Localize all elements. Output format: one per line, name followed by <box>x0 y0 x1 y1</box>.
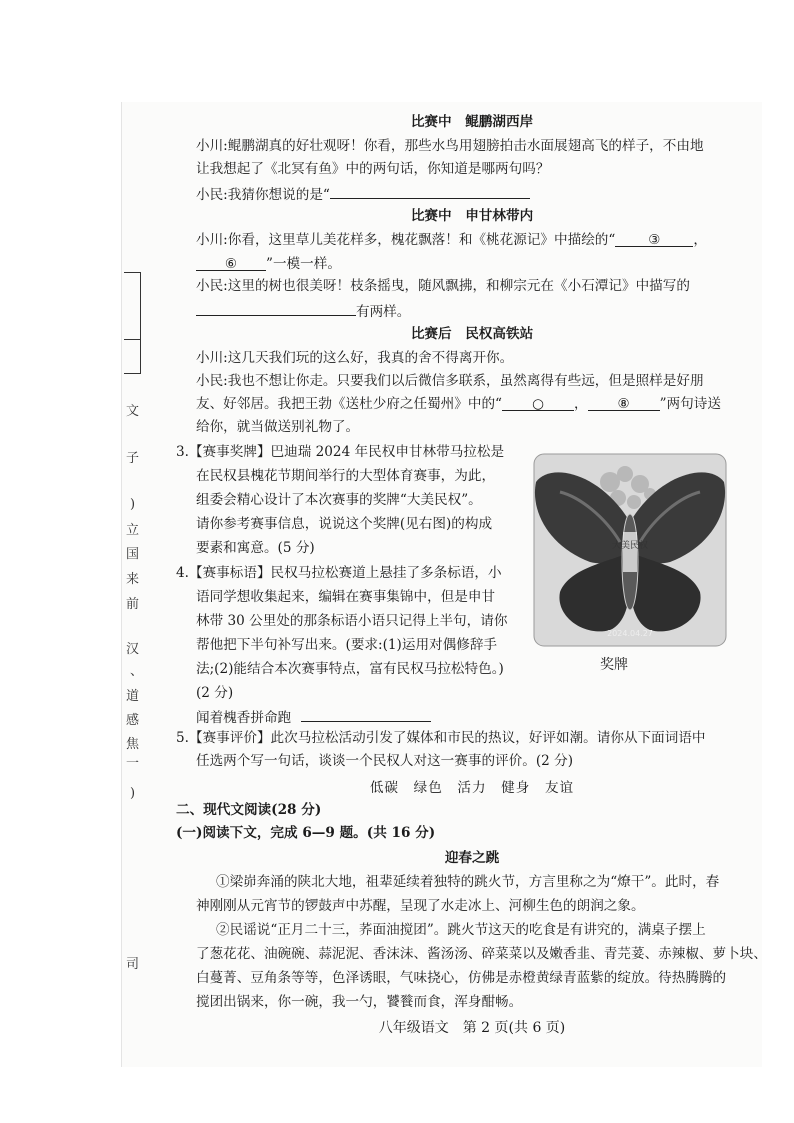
q3-line4: 请你参考赛事信息，说说这个奖牌(见右图)的构成 <box>196 516 493 532</box>
q3-line3: 组委会精心设计了本次赛事的奖牌“大美民权”。 <box>196 492 482 508</box>
margin-char: 国 <box>126 547 140 562</box>
slogan-first-half: 闻着槐香拼命跑 <box>196 710 292 726</box>
medal-ribbon-text: 大美民权 <box>611 541 649 551</box>
q3-line2: 在民权县槐花节期间举行的大型体育赛事，为此， <box>196 468 496 484</box>
margin-char: 焦 <box>126 737 140 752</box>
q3-line1: 3.【赛事奖牌】巴迪瑞 2024 年民权申甘林带马拉松是 <box>176 444 505 460</box>
margin-char: 前 <box>126 597 140 612</box>
margin-char: 立 <box>126 523 140 538</box>
scene1-xiaochuan-1: 小川:鲲鹏湖真的好壮观呀！你看，那些水鸟用翅膀拍击水面展翅高飞的样子，不由地 <box>196 138 704 154</box>
scene3-xiaomin-3: 给你，就当做送别礼物了。 <box>196 419 360 435</box>
part2-subtitle: (一)阅读下文，完成 6—9 题。(共 16 分) <box>176 825 436 841</box>
part2-title: 二、现代文阅读(28 分) <box>176 802 322 818</box>
scene2-xiaochuan-1 <box>196 230 707 250</box>
page-footer: 八年级语文 第 2 页(共 6 页) <box>378 1020 566 1036</box>
scene3-xiaochuan: 小川:这几天我们玩的这么好，我真的舍不得离开你。 <box>196 350 514 366</box>
q4-line1: 4.【赛事标语】民权马拉松赛道上悬挂了多条标语，小 <box>176 565 502 581</box>
article-p2-line3: 白蔓菁、豆角条等等，色泽诱眼，气味挠心，仿佛是赤橙黄绿青蓝紫的绽放。待热腾腾的 <box>196 970 727 986</box>
article-p1-line2: 神刚刚从元宵节的锣鼓声中苏醒，呈现了水走冰上、河柳生色的朗润之象。 <box>196 898 645 914</box>
scene2-xiaochuan-suffix: ”一模一样。 <box>266 256 341 272</box>
q4-line4: 帮他把下半句补写出来。(要求:(1)运用对偶修辞手 <box>196 637 498 653</box>
article-title: 迎春之跳 <box>444 850 500 866</box>
margin-char: 、 <box>130 664 144 679</box>
answer-blank-6[interactable]: ⑥ <box>196 254 266 271</box>
scene2-xiaomin-suffix: 有两样。 <box>356 304 411 320</box>
medal-date: 2024.04.27 <box>607 629 653 638</box>
scene2-xiaomin-2 <box>196 299 410 322</box>
answer-blank-c[interactable]: ○ <box>502 394 574 411</box>
answer-blank-7[interactable] <box>196 299 356 316</box>
medal-image <box>530 452 730 648</box>
q5-line2: 任选两个写一句话，谈谈一个民权人对这一赛事的评价。(2 分) <box>196 753 574 769</box>
article-p1-line1: ①梁峁奔涌的陕北大地，祖辈延续着独特的跳火节，方言里称之为“燎干”。此时，春 <box>216 874 720 890</box>
q4-slogan <box>196 705 431 728</box>
q5-word-options: 低碳 绿色 活力 健身 友谊 <box>369 780 575 796</box>
scene3-xiaomin-1: 小民:我也不想让你走。只要我们以后微信多联系，虽然离得有些远，但是照样是好朋 <box>196 373 704 389</box>
article-p2-line2: 了葱花花、油碗碗、蒜泥泥、香沫沫、酱汤汤、碎菜菜以及嫩香韭、青芫荽、赤辣椒、萝卜块、 <box>196 946 767 962</box>
scene1-xiaomin-text: 小民:我猜你想说的是“ <box>196 187 330 203</box>
scene2-xiaochuan-2 <box>196 254 341 274</box>
scene2-heading: 比赛中 申甘林带内 <box>410 208 534 224</box>
scene1-xiaochuan-2: 让我想起了《北冥有鱼》中的两句话，你知道是哪两句吗？ <box>196 161 550 177</box>
margin-char: 感 <box>126 713 140 728</box>
q5-line1: 5.【赛事评价】此次马拉松活动引发了媒体和市民的热议，好评如潮。请你从下面词语中 <box>176 730 706 746</box>
margin-char: 一 <box>126 756 140 771</box>
article-p2-line4: 搅团出锅来，你一碗，我一勺，饕餮而食，浑身酣畅。 <box>196 994 523 1010</box>
margin-char: ) <box>130 786 136 801</box>
margin-char: 汉 <box>126 642 140 657</box>
article-p2-line1: ②民谣说“正月二十三，荞面油搅团”。跳火节这天的吃食是有讲究的，满桌子摆上 <box>216 922 706 938</box>
answer-blank-8[interactable]: ⑧ <box>588 394 660 411</box>
medal-caption: 奖牌 <box>600 657 628 673</box>
q4-line3: 林带 30 公里处的那条标语小语只记得上半句，请你 <box>196 613 508 629</box>
answer-blank-3[interactable]: ③ <box>615 230 693 247</box>
margin-char: 司 <box>126 957 140 972</box>
margin-char: 道 <box>126 689 140 704</box>
scene2-xiaochuan-text: 小川:你看，这里草儿美花样多，槐花飘落！和《桃花源记》中描绘的“ <box>196 232 616 248</box>
q4-line2: 语同学想收集起来，编辑在赛事集锦中，但是申甘 <box>196 589 496 605</box>
slogan-answer-blank[interactable] <box>301 705 431 722</box>
q4-line5: 法;(2)能结合本次赛事特点，富有民权马拉松特色。) <box>196 661 504 677</box>
binding-bracket <box>124 272 141 374</box>
q3-line5: 要素和寓意。(5 分) <box>196 540 315 556</box>
margin-char: 子 <box>126 451 140 466</box>
scene3-xiaomin-suffix: ”两句诗送 <box>659 396 721 412</box>
margin-char: 文 <box>126 404 140 419</box>
scene3-heading: 比赛后 民权高铁站 <box>410 326 534 342</box>
margin-char: ) <box>130 497 136 512</box>
scene1-xiaomin <box>196 182 530 205</box>
scene2-xiaomin-1: 小民:这里的树也很美呀！枝条摇曳，随风飘拂，和柳宗元在《小石潭记》中描写的 <box>196 278 690 294</box>
comma: ， <box>693 232 707 248</box>
answer-blank-1[interactable] <box>330 182 530 199</box>
margin-char: 来 <box>126 572 140 587</box>
scene3-xiaomin-2: 友、好邻居。我把王勃《送杜少府之任蜀州》中的“ ○ ， ⑧ ”两句诗送 <box>196 396 721 412</box>
q4-line6: (2 分) <box>196 685 234 701</box>
scene1-heading: 比赛中 鲲鹏湖西岸 <box>410 114 534 130</box>
scene3-xiaomin-text: 友、好邻居。我把王勃《送杜少府之任蜀州》中的“ <box>196 396 503 412</box>
